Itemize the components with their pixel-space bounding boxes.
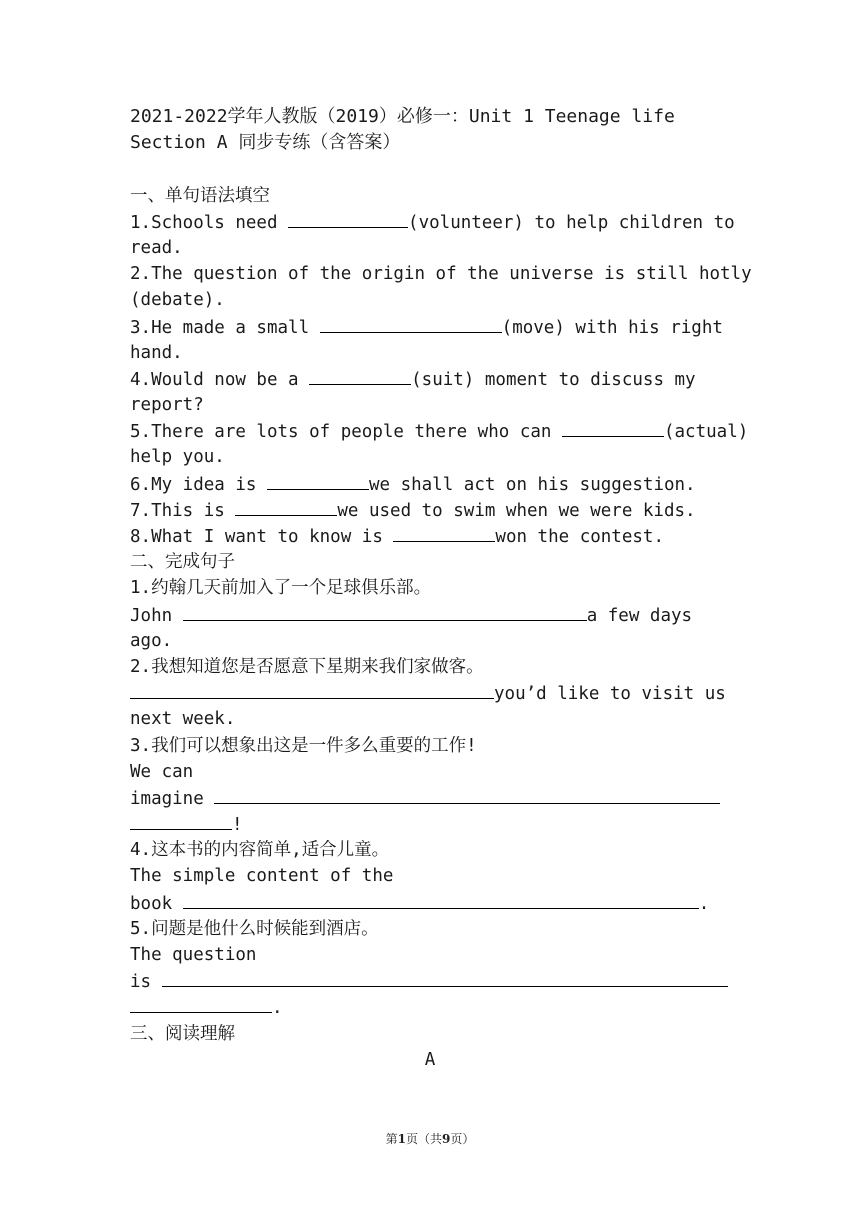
answer-blank	[130, 994, 272, 1013]
sentence-4-line1: The simple content of the	[130, 866, 394, 887]
answer-blank	[162, 968, 728, 987]
section2-heading: 二、完成句子	[130, 552, 235, 573]
sentence-2-chinese: 2.我想知道您是否愿意下星期来我们家做客。	[130, 656, 484, 677]
q5-text-b: (actual)	[663, 422, 749, 443]
sentence-1-cont: ago.	[130, 630, 173, 651]
question-4	[130, 366, 730, 392]
sentence-2-cont: next week.	[130, 709, 236, 730]
question-3-cont: hand.	[130, 342, 183, 363]
sentence-4-line2	[130, 890, 730, 916]
spacer	[130, 156, 730, 182]
answer-blank	[309, 366, 411, 385]
sentence-2	[130, 680, 730, 706]
q1-text-b: (volunteer) to help children to	[408, 212, 735, 233]
sentence-3-line2	[130, 785, 730, 811]
answer-blank	[562, 418, 664, 437]
sentence-4-chinese: 4.这本书的内容简单,适合儿童。	[130, 840, 390, 861]
total-pages: 9	[442, 1132, 451, 1146]
question-7	[130, 497, 730, 523]
s5-text-b: is	[130, 972, 162, 993]
s1-text-b: a few days	[586, 605, 693, 626]
answer-blank	[130, 811, 232, 830]
sentence-5-line2	[130, 968, 730, 994]
s5-text-c: .	[272, 998, 283, 1019]
q7-text-a: 7.This is	[130, 500, 236, 521]
footer-text: 页）	[450, 1132, 475, 1146]
s1-text-a: John	[130, 605, 183, 626]
answer-blank	[183, 890, 699, 909]
s4-text-c: .	[698, 893, 710, 914]
s3-text-c: !	[232, 815, 243, 836]
q4-text-b: (suit) moment to discuss my	[411, 369, 696, 390]
footer-text: 第	[385, 1132, 398, 1146]
sentence-3-line1: We can	[130, 761, 194, 782]
answer-blank	[235, 497, 337, 516]
answer-blank	[130, 680, 494, 699]
answer-blank	[183, 602, 587, 621]
q8-text-b: won the contest.	[495, 527, 664, 547]
section1-heading: 一、单句语法填空	[130, 185, 270, 206]
question-4-cont: report?	[130, 395, 204, 416]
s4-text-b: book	[130, 893, 183, 914]
q5-text-a: 5.There are lots of people there who can	[130, 422, 562, 443]
q7-text-b: we used to swim when we were kids.	[337, 500, 696, 521]
question-6	[130, 471, 730, 497]
answer-blank	[320, 314, 502, 333]
sentence-1	[130, 602, 730, 628]
question-3	[130, 314, 730, 340]
document-body	[130, 104, 752, 1073]
page-number: 1	[397, 1132, 406, 1146]
question-2-cont: (debate).	[130, 290, 225, 311]
doc-title-line1: 2021-2022学年人教版（2019）必修一：Unit 1 Teenage life	[130, 106, 675, 127]
q6-text-b: we shall act on his suggestion.	[368, 474, 696, 495]
q3-text-b: (move) with his right	[501, 317, 723, 338]
sentence-5-chinese: 5.问题是他什么时候能到酒店。	[130, 918, 379, 939]
footer-text: 页（共	[405, 1132, 442, 1146]
q3-text-a: 3.He made a small	[130, 317, 320, 338]
answer-blank	[214, 785, 720, 804]
answer-blank	[393, 523, 495, 542]
section3-heading: 三、阅读理解	[130, 1023, 235, 1044]
q8-text-a: 8.What I want to know is	[130, 527, 394, 547]
question-8	[130, 523, 730, 549]
sentence-3-line3	[130, 811, 730, 837]
answer-blank	[288, 209, 408, 228]
question-5	[130, 418, 749, 444]
s2-text-b: you’d like to visit us	[494, 684, 726, 705]
question-1	[130, 209, 735, 235]
q1-text-a: 1.Schools need	[130, 212, 289, 233]
q4-text-a: 4.Would now be a	[130, 369, 310, 390]
sentence-3-chinese: 3.我们可以想象出这是一件多么重要的工作!	[130, 735, 477, 756]
q6-text-a: 6.My idea is	[130, 474, 267, 495]
sentence-1-chinese: 1.约翰几天前加入了一个足球俱乐部。	[130, 578, 432, 599]
sentence-5-line1: The question	[130, 945, 257, 965]
answer-blank	[267, 471, 369, 490]
question-1-cont: read.	[130, 237, 183, 258]
sentence-5-line3	[130, 994, 730, 1020]
doc-title-line2: Section A 同步专练（含答案）	[130, 132, 401, 154]
passage-label: A	[424, 1049, 436, 1070]
question-2: 2.The question of the origin of the universe is still hotly	[130, 264, 752, 285]
s3-text-b: imagine	[130, 788, 215, 809]
page-footer	[0, 1130, 860, 1147]
question-5-cont: help you.	[130, 447, 225, 468]
